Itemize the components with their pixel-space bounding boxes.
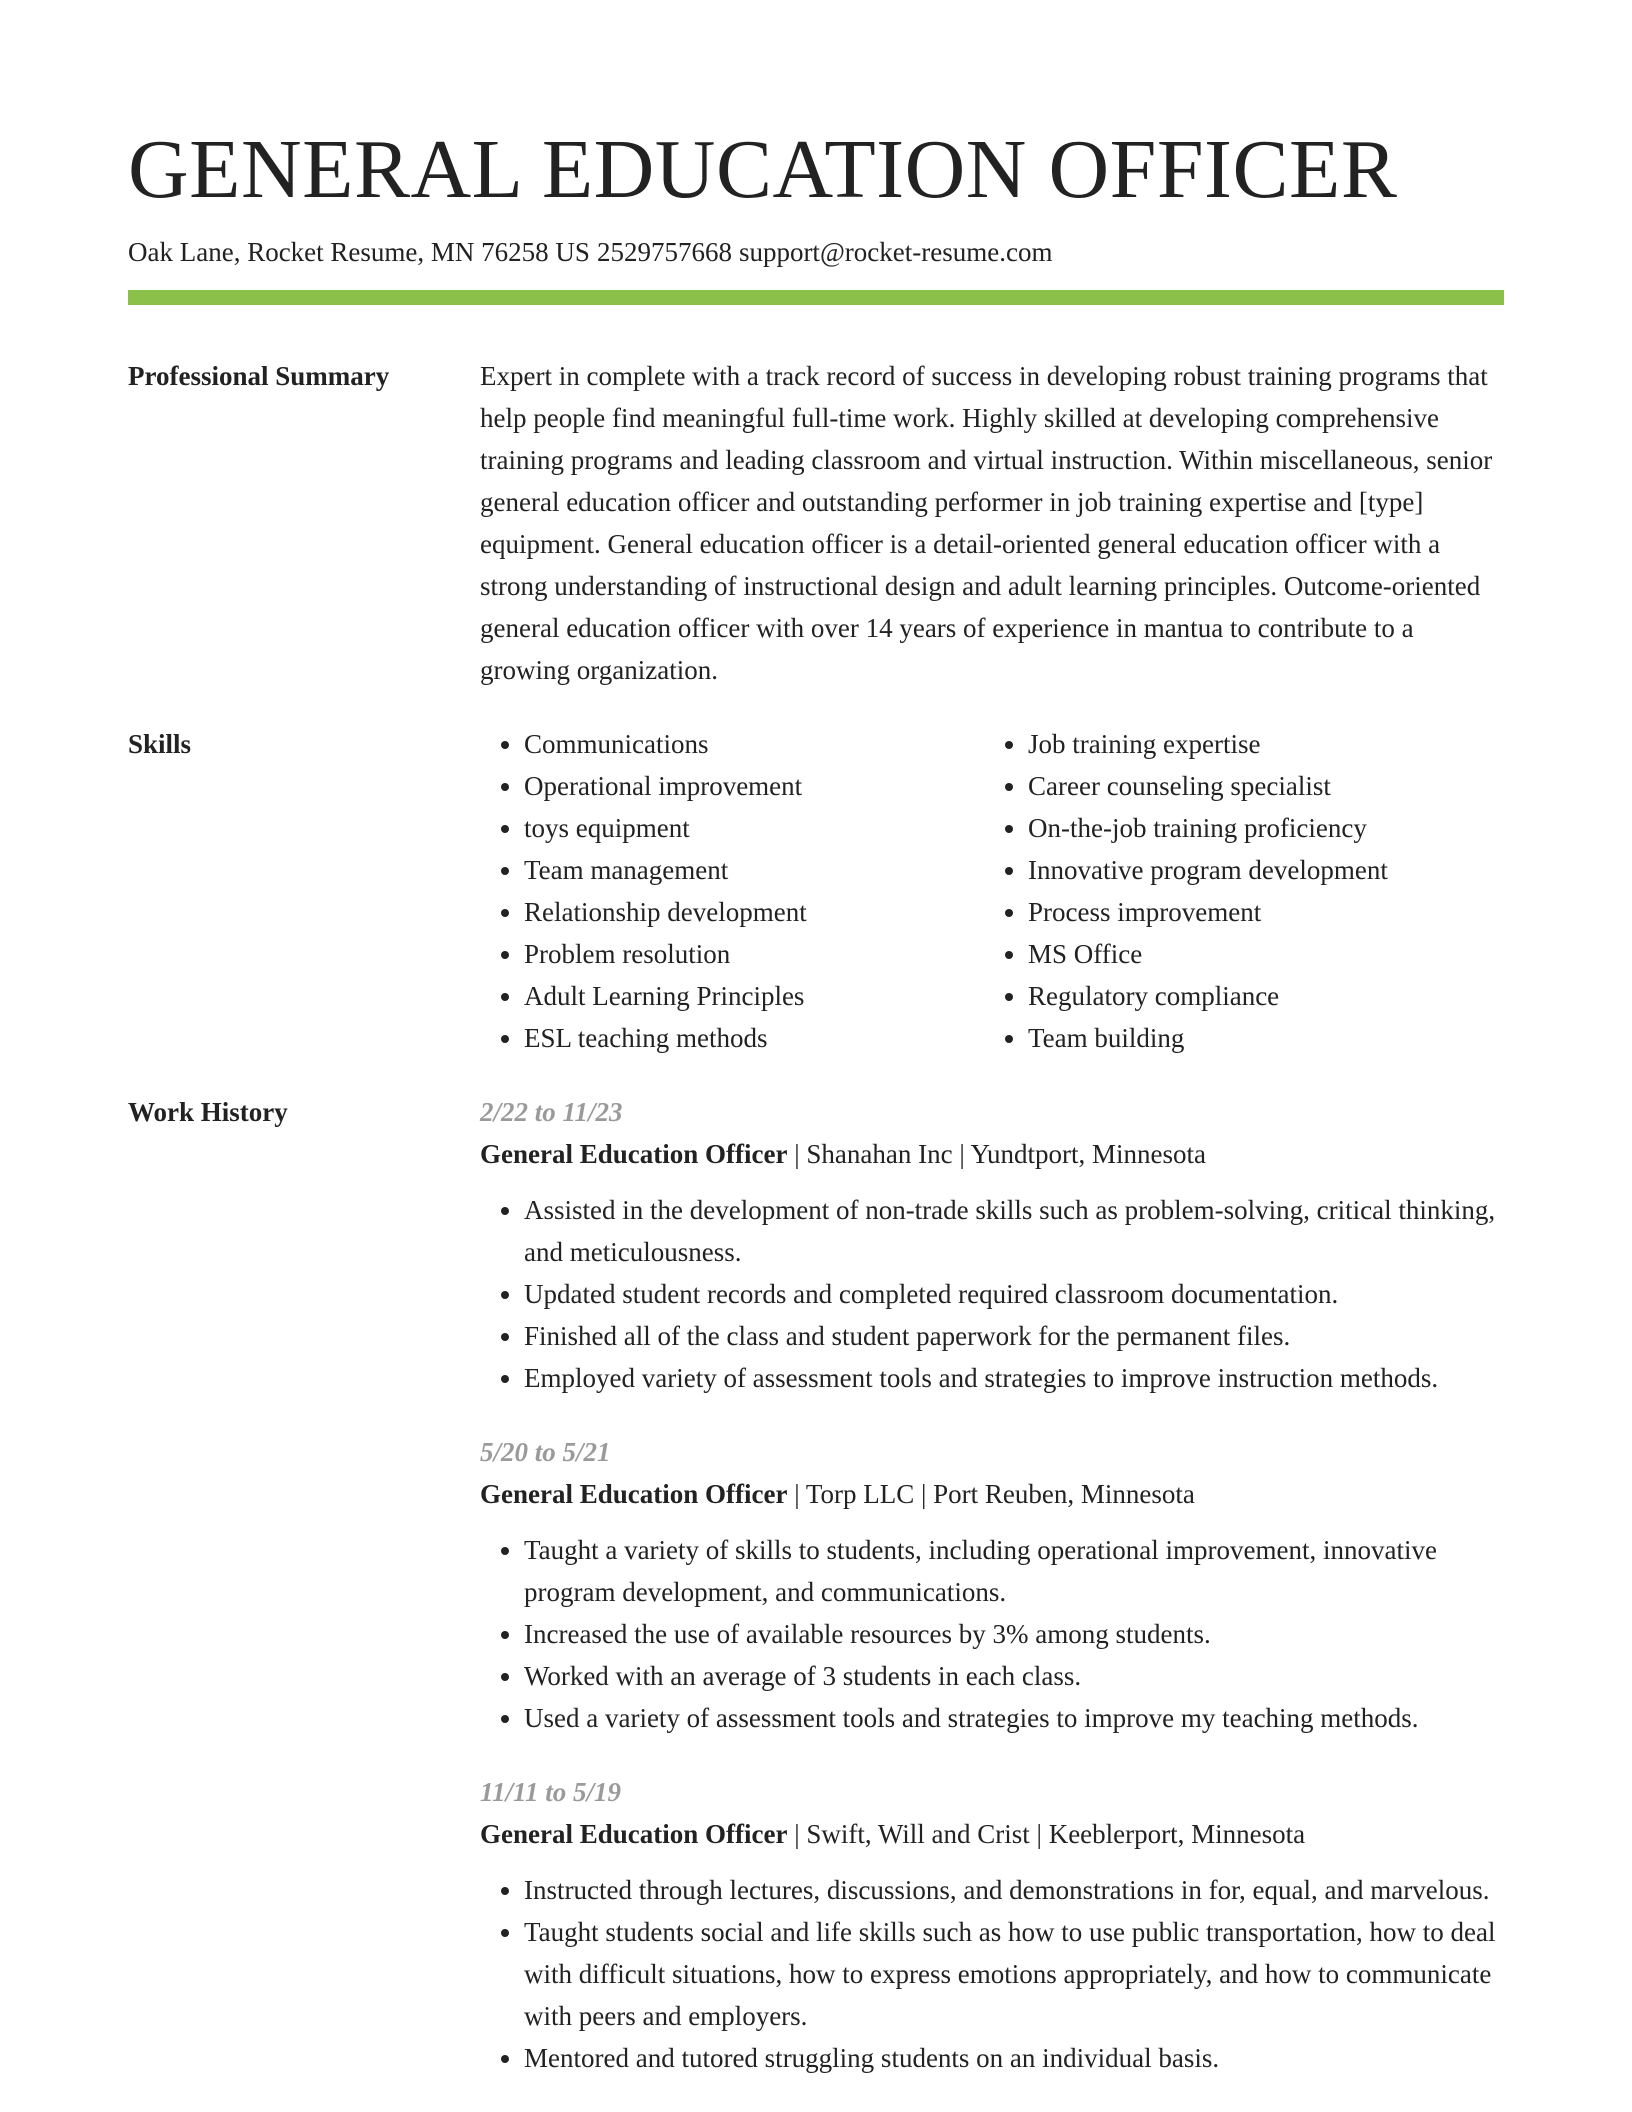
skill-item: • Relationship development	[524, 891, 984, 933]
summary-text: Expert in complete with a track record of success in developing robust training programs that help people find meaningful full-time work. Highly skilled at developing comprehensive training programs and leading classroom and virtual instruction. Within miscellaneous, senior general education officer and outstanding performer in job training expertise and [type] equipment. General education officer is a detail-oriented general education officer with a strong understanding of instructional design and adult learning principles. Outcome-oriented general education officer with over 14 years of experience in mantua to contribute to a growing organization.	[480, 361, 1493, 685]
job-bullet: • Used a variety of assessment tools and strategies to improve my teaching methods.	[524, 1697, 1504, 1739]
job-dates: 5/20 to 5/21	[480, 1437, 611, 1467]
job-bullets	[480, 1189, 1504, 1399]
job-title: General Education Officer	[480, 1139, 788, 1169]
job-location: Port Reuben, Minnesota	[933, 1479, 1195, 1509]
job-company: Swift, Will and Crist	[806, 1819, 1030, 1849]
section-label-skills: Skills	[128, 729, 192, 759]
skill-item: • Problem resolution	[524, 933, 984, 975]
job-heading: General Education Officer | Swift, Will and Crist | Keeblerport, Minnesota	[480, 1819, 1306, 1849]
professional-summary-body	[480, 355, 1504, 691]
skill-item: • Career counseling specialist	[1028, 765, 1508, 807]
section-label-professional-summary: Professional Summary	[128, 361, 390, 391]
job-company: Shanahan Inc	[806, 1139, 953, 1169]
contact-line	[128, 234, 1504, 270]
job-heading: General Education Officer | Torp LLC | Port Reuben, Minnesota	[480, 1479, 1195, 1509]
skills-section	[128, 723, 1504, 1059]
job-dates: 2/22 to 11/23	[480, 1097, 623, 1127]
job-bullet: • Employed variety of assessment tools and strategies to improve instruction methods.	[524, 1357, 1504, 1399]
skill-item: • On-the-job training proficiency	[1028, 807, 1508, 849]
skill-item: • Process improvement	[1028, 891, 1508, 933]
skill-item: • MS Office	[1028, 933, 1508, 975]
contact-address: Oak Lane, Rocket Resume, MN 76258 US	[128, 237, 590, 267]
skill-item: • Operational improvement	[524, 765, 984, 807]
job-bullet: • Taught students social and life skills such as how to use public transportation, how to deal with difficult situations, how to express emotions appropriately, and how to communicate with peers and employers.	[524, 1911, 1504, 2037]
job-bullet: • Increased the use of available resources by 3% among students.	[524, 1613, 1504, 1655]
accent-divider	[128, 290, 1504, 305]
section-label-work-history: Work History	[128, 1097, 288, 1127]
skill-item: • toys equipment	[524, 807, 984, 849]
skills-body	[480, 723, 1508, 1059]
job-location: Yundtport, Minnesota	[970, 1139, 1206, 1169]
job-heading: General Education Officer | Shanahan Inc | Yundtport, Minnesota	[480, 1139, 1206, 1169]
contact-email: support@rocket-resume.com	[738, 237, 1053, 267]
resume-page	[128, 0, 1504, 2079]
job-bullet: • Worked with an average of 3 students in each class.	[524, 1655, 1504, 1697]
candidate-name: GENERAL EDUCATION OFFICER	[128, 123, 1398, 216]
skill-item: • ESL teaching methods	[524, 1017, 984, 1059]
skill-item: • Innovative program development	[1028, 849, 1508, 891]
job-entry	[480, 1431, 1504, 1739]
job-entry	[480, 1771, 1504, 2079]
contact-phone: 2529757668	[596, 237, 732, 267]
job-bullets	[480, 1529, 1504, 1739]
job-title: General Education Officer	[480, 1479, 788, 1509]
professional-summary-section	[128, 355, 1504, 691]
skill-item: • Regulatory compliance	[1028, 975, 1508, 1017]
job-title: General Education Officer	[480, 1819, 788, 1849]
job-bullet: • Mentored and tutored struggling students on an individual basis.	[524, 2037, 1504, 2079]
skill-item: • Team building	[1028, 1017, 1508, 1059]
work-history-section	[128, 1091, 1504, 2079]
job-dates: 11/11 to 5/19	[480, 1777, 622, 1807]
skills-list-right	[984, 723, 1508, 1059]
job-bullet: • Assisted in the development of non-trade skills such as problem-solving, critical thinking, and meticulousness.	[524, 1189, 1504, 1273]
job-bullets	[480, 1869, 1504, 2079]
job-location: Keeblerport, Minnesota	[1048, 1819, 1306, 1849]
job-bullet: • Finished all of the class and student paperwork for the permanent files.	[524, 1315, 1504, 1357]
skills-list-left	[480, 723, 984, 1059]
job-bullet: • Instructed through lectures, discussions, and demonstrations in for, equal, and marvelous.	[524, 1869, 1504, 1911]
skill-item: • Team management	[524, 849, 984, 891]
job-entry	[480, 1091, 1504, 1399]
job-bullet: • Updated student records and completed required classroom documentation.	[524, 1273, 1504, 1315]
skill-item: • Communications	[524, 723, 984, 765]
skill-item: • Adult Learning Principles	[524, 975, 984, 1017]
job-bullet: • Taught a variety of skills to students, including operational improvement, innovative program development, and communications.	[524, 1529, 1504, 1613]
job-company: Torp LLC	[805, 1479, 915, 1509]
work-history-body	[480, 1091, 1504, 2079]
skill-item: • Job training expertise	[1028, 723, 1508, 765]
